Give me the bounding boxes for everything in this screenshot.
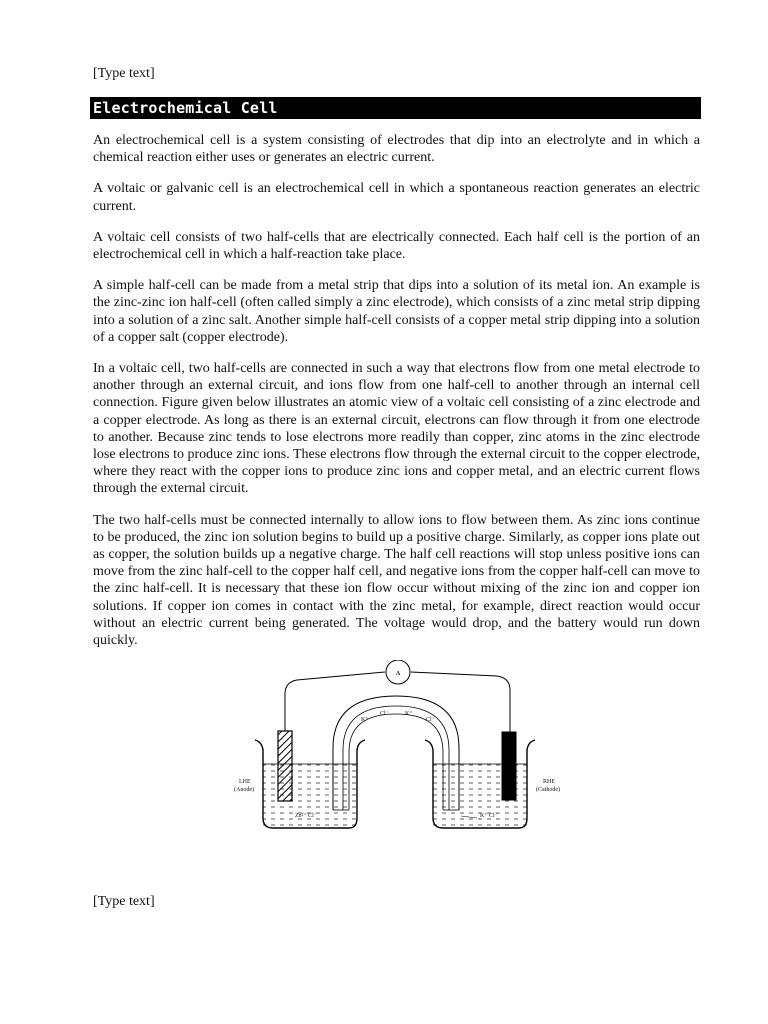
bridge-ion-cl1: Cl⁻ <box>380 711 389 717</box>
circuit-wire-left <box>285 672 385 731</box>
paragraph: The two half-cells must be connected internally to allow ions to flow between them. As zinc ions continue to be produced, the zinc ion solution begins to build up a positive charge. Similarly, as copper ions plate out as copper, the solution builds up a negative charge. The half cell reactions will stop unless positive ions can move from the zinc half-cell to the copper half cell, and negative ions from the copper half-cell can move to the zinc half-cell. It is necessary that these ion flow occur without mixing of the zinc ion and copper ion solutions. If copper ion comes in contact with the zinc metal, for example, direct reaction would occur without an electric current being generated. The voltage would drop, and the battery would run down quickly. <box>93 512 700 649</box>
copper-electrode <box>502 732 516 800</box>
bridge-ion-cl2: Cl⁻ <box>426 717 435 723</box>
page-footer: [Type text] <box>93 894 155 909</box>
bridge-ion-k2: K⁺ <box>405 711 413 717</box>
paragraph: An electrochemical cell is a system consisting of electrodes that dip into an electrolyte and in which a chemical reaction either uses or generates an electric current. <box>93 133 700 166</box>
left-ions-label: Zn²⁺ Cl⁻ <box>295 813 317 819</box>
left-label-2: (Anode) <box>234 787 254 793</box>
paragraph: In a voltaic cell, two half-cells are connected in such a way that electrons flow from one metal electrode to another through an external circuit, and ions flow from one half-cell to another through an internal cell connection. Figure given below illustrates an atomic view of a voltaic cell consisting of a zinc electrode and a copper electrode. As long as there is an external circuit, electrons can flow through it from one electrode to another. Because zinc tends to lose electrons more readily than copper, zinc atoms in the zinc electrode lose electrons to produce zinc ions. These electrons flow through the external circuit to the copper electrode, where they react with the copper ions to produce zinc ions and copper metal, and an electric current flows through the external circuit. <box>93 361 700 497</box>
circuit-wire-right <box>411 672 510 732</box>
right-label-2: (Cathode) <box>536 787 560 793</box>
voltaic-cell-figure <box>225 660 585 840</box>
voltaic-cell-diagram <box>225 660 585 840</box>
salt-bridge-inner <box>349 714 443 810</box>
bridge-ion-k1: K⁺ <box>361 717 369 723</box>
section-title: Electrochemical Cell <box>90 97 701 119</box>
paragraph: A simple half-cell can be made from a metal strip that dips into a solution of its metal ion. An example is the zinc-zinc ion half-cell (often called simply a zinc electrode), which consists of a zinc metal strip dipping into a solution of a zinc salt. Another simple half-cell consists of a copper metal strip dipping into a solution of a copper salt (copper electrode). <box>93 278 700 345</box>
body-text <box>93 132 700 663</box>
right-label-1: RHE <box>543 779 555 785</box>
left-label-1: LHE <box>239 779 251 785</box>
page-header: [Type text] <box>93 66 155 81</box>
ammeter-label: A <box>395 671 401 677</box>
right-ions-label: K⁺ Cl⁻ <box>480 813 498 819</box>
paragraph: A voltaic or galvanic cell is an electrochemical cell in which a spontaneous reaction generates an electric current. <box>93 181 700 214</box>
paragraph: A voltaic cell consists of two half-cells that are electrically connected. Each half cell is the portion of an electrochemical cell in which a half-reaction take place. <box>93 229 700 263</box>
zinc-electrode <box>278 731 292 801</box>
